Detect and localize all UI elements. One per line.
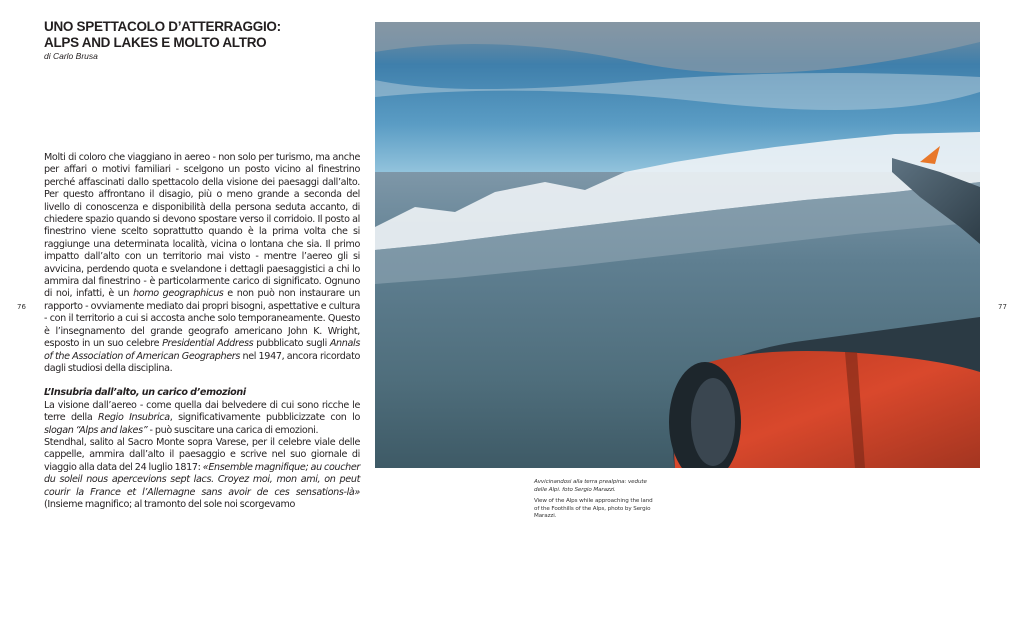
text-run: e non può non instaurare un rapporto - ovviamente mediato dai propri bisogni, aspettative e cultura - con il territorio a cui si accosta anche solo temporaneamente. Questo è l’insegnamento del grande geografo americano John K. Wright, esposto in un suo celebre <box>44 288 360 350</box>
title-line-1: UNO SPETTACOLO D’ATTERRAGGIO: <box>44 19 281 34</box>
text-run: - può suscitare una carica di emozioni. <box>147 424 319 436</box>
aerial-photo <box>375 22 980 468</box>
text-run: (Insieme magnifico; al tramonto del sole noi scorgevamo <box>44 498 295 510</box>
paragraph-1 <box>44 152 360 375</box>
text-run: La visione dall’aereo - come quella dai belvedere di cui sono ricche le terre della <box>44 399 360 424</box>
page-number-right: 77 <box>998 303 1007 311</box>
text-run: pubblicato sugli <box>253 338 330 350</box>
title-line-2: ALPS AND LAKES E MOLTO ALTRO <box>44 35 267 50</box>
text-run: Molti di coloro che viaggiano in aereo - non solo per turismo, ma anche per affari o motivi familiari - scelgono un posto vicino al finestrino perché affascinati dallo spettacolo della visione dei paesaggi dall’alto. Per questo affrontano il disagio, più o meno grande a seconda del livello di conoscenza e disponibilità della persona seduta accanto, di chiedere spazio quando si devono spostare verso il corridoio. Il posto al finestrino viene scelto soprattutto quando è la prima volta che si raggiunge una determinata località, vicina o lontana che sia. Il primo impatto dall’alto con un territorio mai visto - mentre l’aereo gli si avvicina, perdendo quota e svelandone i dettagli paesaggistici a chi lo ammira dal finestrino - è particolarmente carico di significato. Ognuno di noi, infatti, è un <box>44 152 360 300</box>
section-subheading: L’Insubria dall’alto, un carico d’emozioni <box>44 387 246 399</box>
photo-caption-english: View of the Alps while approaching the land of the Foothills of the Alps, photo by Sergio Marazzi. <box>534 498 653 520</box>
article-body <box>44 152 360 511</box>
page-number-left: 76 <box>17 303 26 311</box>
emphasis: «Ensemble magnifique; au coucher du soleil nous apercevions sept lacs. Croyez moi, mon ami, on peut courir la France et l’Allemagne sans avoir de ces sensations-là» <box>44 461 360 498</box>
text-run: nel 1947, ancora ricordato dagli studiosi della disciplina. <box>44 350 361 374</box>
paragraph-2 <box>44 400 360 437</box>
emphasis: Presidential Address <box>162 338 254 350</box>
emphasis: slogan “Alps and lakes” <box>44 424 148 436</box>
text-run: Stendhal, salito al Sacro Monte sopra Varese, per il celebre viale delle cappelle, ammira dall’alto il paesaggio e scrive nel suo giornale di viaggio alla data del 24 luglio 1817: <box>44 436 360 473</box>
paragraph-3 <box>44 437 360 511</box>
engine-fan <box>691 378 735 466</box>
text-run: , significativamente pubblicizzate con lo <box>169 412 360 424</box>
emphasis: Regio Insubrica <box>98 412 170 424</box>
author-byline: di Carlo Brusa <box>44 51 98 61</box>
photo-caption-italian: Avvicinandosi alla terra prealpina: vedute delle Alpi. foto Sergio Marazzi. <box>534 479 647 493</box>
emphasis: Annals of the Association of American Geographers <box>44 338 360 362</box>
aerial-photo-illustration <box>375 22 980 468</box>
article-title <box>44 19 364 51</box>
emphasis: homo geographicus <box>133 288 224 300</box>
